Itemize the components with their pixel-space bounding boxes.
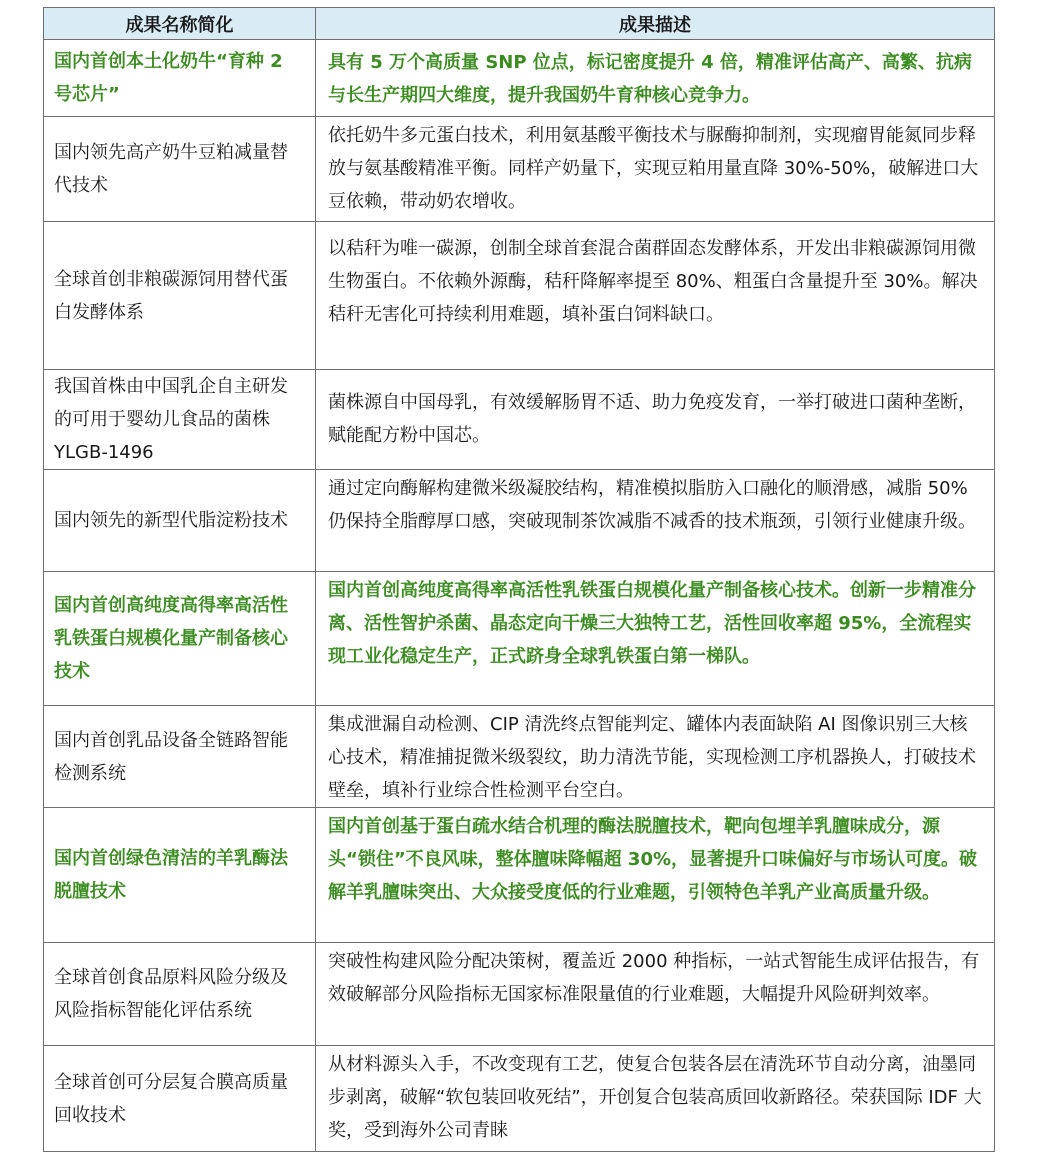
row-name: 我国首株由中国乳企自主研发的可用于婴幼儿食品的菌株 YLGB-1496 (44, 370, 316, 470)
table-row (44, 370, 995, 470)
table-row (44, 808, 995, 943)
table-row (44, 40, 995, 117)
table-row (44, 572, 995, 706)
row-desc: 集成泄漏自动检测、CIP 清洗终点智能判定、罐体内表面缺陷 AI 图像识别三大核心技术，精准捕捉微米级裂纹，助力清洗节能，实现检测工序机器换人，打破技术壁垒，填补行业综合性检测平台空白。 (316, 706, 995, 808)
table-row (44, 943, 995, 1046)
table-header-row (44, 8, 995, 40)
achievements-table (43, 7, 995, 1152)
row-desc: 通过定向酶解构建微米级凝胶结构，精准模拟脂肪入口融化的顺滑感，减脂 50%仍保持全脂醇厚口感，突破现制茶饮减脂不减香的技术瓶颈，引领行业健康升级。 (316, 470, 995, 572)
table-row (44, 1046, 995, 1152)
row-desc: 具有 5 万个高质量 SNP 位点，标记密度提升 4 倍，精准评估高产、高繁、抗病与长生产期四大维度，提升我国奶牛育种核心竞争力。 (316, 40, 995, 117)
row-name: 国内首创绿色清洁的羊乳酶法脱膻技术 (44, 808, 316, 943)
table-row (44, 470, 995, 572)
table-row (44, 117, 995, 222)
row-name: 国内首创本土化奶牛“育种 2 号芯片” (44, 40, 316, 117)
row-name: 全球首创可分层复合膜高质量回收技术 (44, 1046, 316, 1152)
row-desc: 突破性构建风险分配决策树，覆盖近 2000 种指标，一站式智能生成评估报告，有效破解部分风险指标无国家标准限量值的行业难题，大幅提升风险研判效率。 (316, 943, 995, 1046)
row-desc: 国内首创高纯度高得率高活性乳铁蛋白规模化量产制备核心技术。创新一步精准分离、活性智护杀菌、晶态定向干燥三大独特工艺，活性回收率超 95%，全流程实现工业化稳定生产，正式跻身全球乳铁蛋白第一梯队。 (316, 572, 995, 706)
row-desc: 菌株源自中国母乳，有效缓解肠胃不适、助力免疫发育，一举打破进口菌种垄断，赋能配方粉中国芯。 (316, 370, 995, 470)
row-desc: 依托奶牛多元蛋白技术，利用氨基酸平衡技术与脲酶抑制剂，实现瘤胃能氮同步释放与氨基酸精准平衡。同样产奶量下，实现豆粕用量直降 30%-50%，破解进口大豆依赖，带动奶农增收。 (316, 117, 995, 222)
header-name: 成果名称简化 (44, 8, 316, 40)
table-row (44, 222, 995, 370)
row-name: 国内领先的新型代脂淀粉技术 (44, 470, 316, 572)
row-name: 国内领先高产奶牛豆粕减量替代技术 (44, 117, 316, 222)
table-row (44, 706, 995, 808)
header-desc: 成果描述 (316, 8, 995, 40)
row-desc: 从材料源头入手，不改变现有工艺，使复合包装各层在清洗环节自动分离，油墨同步剥离，破解“软包装回收死结”，开创复合包装高质回收新路径。荣获国际 IDF 大奖，受到海外公司青睐 (316, 1046, 995, 1152)
row-name: 全球首创非粮碳源饲用替代蛋白发酵体系 (44, 222, 316, 370)
row-name: 国内首创乳品设备全链路智能检测系统 (44, 706, 316, 808)
row-desc: 以秸秆为唯一碳源，创制全球首套混合菌群固态发酵体系，开发出非粮碳源饲用微生物蛋白。不依赖外源酶，秸秆降解率提至 80%、粗蛋白含量提升至 30%。解决秸秆无害化可持续利用难题，填补蛋白饲料缺口。 (316, 222, 995, 370)
row-desc: 国内首创基于蛋白疏水结合机理的酶法脱膻技术，靶向包埋羊乳膻味成分，源头“锁住”不良风味，整体膻味降幅超 30%，显著提升口味偏好与市场认可度。破解羊乳膻味突出、大众接受度低的行业难题，引领特色羊乳产业高质量升级。 (316, 808, 995, 943)
row-name: 全球首创食品原料风险分级及风险指标智能化评估系统 (44, 943, 316, 1046)
row-name: 国内首创高纯度高得率高活性乳铁蛋白规模化量产制备核心技术 (44, 572, 316, 706)
